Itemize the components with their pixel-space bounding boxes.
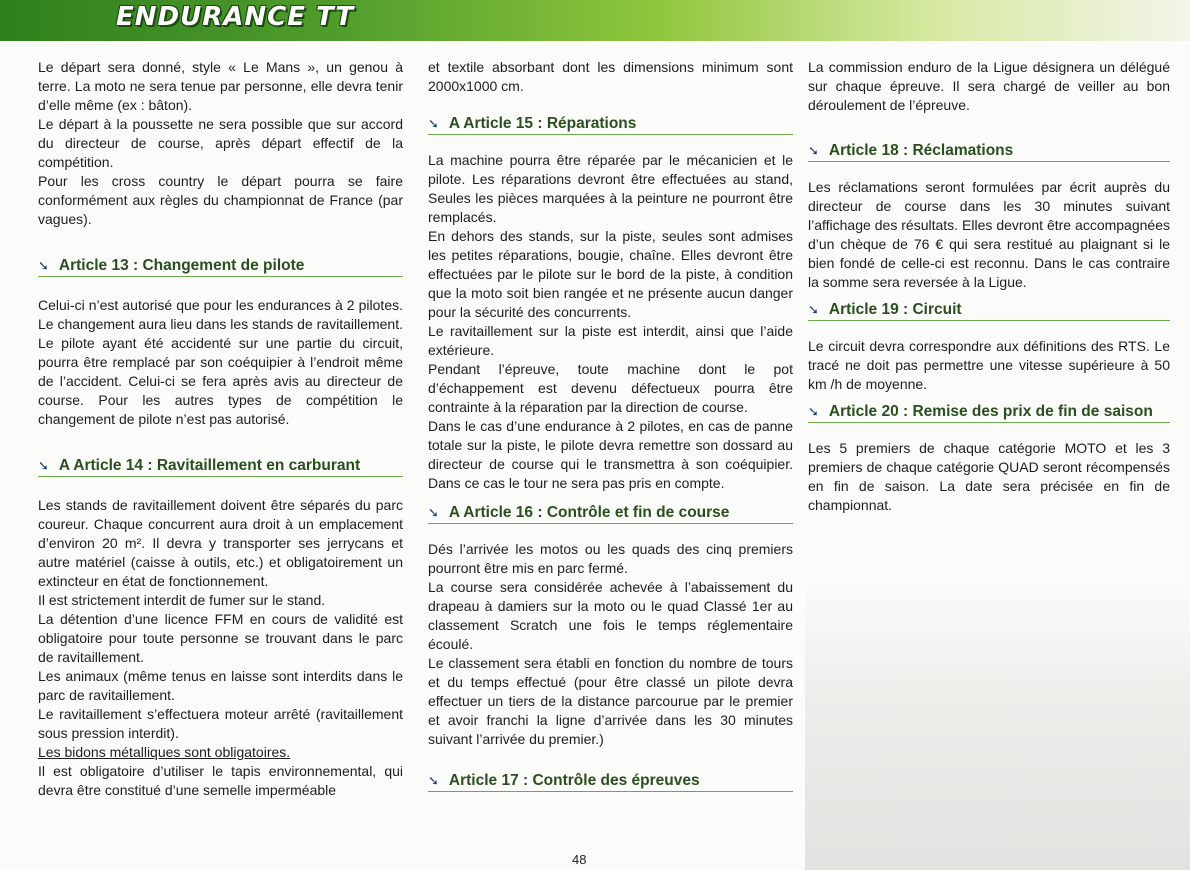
article-16-heading: ➘ A Article 16 : Contrôle et fin de course bbox=[428, 503, 793, 524]
article-15-text: Dans le cas d’une endurance à 2 pilotes, en cas de panne totale sur la piste, le pilote devra remettre son dossard au directeur de course qui le transmettra à son coéquipier. Dans ce cas le tour ne sera pas pris en compte. bbox=[428, 418, 793, 491]
intro-paragraph: Le départ sera donné, style « Le Mans », un genou à terre. La moto ne sera tenue par personne, elle devra tenir d’elle même (ex : bâton). bbox=[38, 59, 403, 113]
continued-paragraph: et textile absorbant dont les dimensions minimum sont 2000x1000 cm. bbox=[428, 59, 793, 94]
article-18-text: Les réclamations seront formulées par écrit auprès du directeur de course dans les 30 minutes suivant l’affichage des résultats. Elles devront être accompagnées d’un chèque de 76 € qui sera restitué au plaignant si le bien fondé de celle-ci est reconnu. Dans le cas contraire la somme sera reversée à la Ligue. bbox=[808, 179, 1170, 290]
section-title: ENDURANCE TT bbox=[116, 2, 355, 32]
article-14-underlined: Les bidons métalliques sont obligatoires. bbox=[38, 744, 291, 760]
article-15-text: La machine pourra être réparée par le mécanicien et le pilote. Les réparations devront être effectuées au stand, Seules les pièces marquées à la peinture ne pourront être remplacés. bbox=[428, 152, 793, 225]
article-16-text: Dés l’arrivée les motos ou les quads des cinq premiers pourront être mis en parc fermé. bbox=[428, 541, 793, 576]
article-15-text: Le ravitaillement sur la piste est interdit, ainsi que l’aide extérieure. bbox=[428, 323, 793, 358]
arrow-down-right-icon: ➘ bbox=[38, 458, 49, 473]
article-15-text: Pendant l’épreuve, toute machine dont le pot d’échappement est devenu défectueux pourra être contrainte à la réparation par la direction de course. bbox=[428, 361, 793, 415]
article-16-text: La course sera considérée achevée à l’abaissement du drapeau à damiers sur la moto ou le quad Classé 1er au classement Scratch une fois le temps réglementaire écoulé. bbox=[428, 579, 793, 652]
faded-background-area bbox=[805, 580, 1190, 870]
page-number: 48 bbox=[572, 852, 587, 867]
arrow-down-right-icon: ➘ bbox=[808, 143, 819, 158]
article-20-text: Les 5 premiers de chaque catégorie MOTO et les 3 premiers de chaque catégorie QUAD seront récompensés en fin de saison. La date sera précisée en fin de championnat. bbox=[808, 440, 1170, 513]
article-15-heading: ➘ A Article 15 : Réparations bbox=[428, 114, 793, 135]
article-14-text: Les animaux (même tenus en laisse sont interdits dans le parc de ravitaillement. bbox=[38, 668, 403, 703]
article-14-text: Le ravitaillement s’effectuera moteur arrêté (ravitaillement sous pression interdit). bbox=[38, 706, 403, 741]
article-13-heading: ➘ Article 13 : Changement de pilote bbox=[38, 256, 403, 277]
article-14-heading: ➘ A Article 14 : Ravitaillement en carburant bbox=[38, 456, 403, 477]
article-14-text: Les stands de ravitaillement doivent être séparés du parc coureur. Chaque concurrent aura droit à un emplacement d’environ 20 m². Il devra y transporter ses jerrycans et autre matériel (caisse à outils, etc.) et obligatoirement un extincteur en état de fonctionnement. bbox=[38, 497, 403, 589]
header-banner bbox=[0, 0, 1190, 41]
article-13-text: Celui-ci n’est autorisé que pour les endurances à 2 pilotes. Le changement aura lieu dans les stands de ravitaillement. Le pilote ayant été accidenté sur une partie du circuit, pourra être remplacé par son coéquipier à l’endroit même de l’accident. Celui-ci se fera après avis au directeur de course. Pour les autres types de compétition le changement de pilote n’est pas autorisé. bbox=[38, 297, 403, 427]
column-3 bbox=[808, 58, 1170, 515]
continued-paragraph: La commission enduro de la Ligue désignera un délégué sur chaque épreuve. Il sera chargé de veiller au bon déroulement de l’épreuve. bbox=[808, 59, 1170, 113]
arrow-down-right-icon: ➘ bbox=[38, 258, 49, 273]
article-14-text: Il est strictement interdit de fumer sur le stand. bbox=[38, 592, 326, 608]
arrow-down-right-icon: ➘ bbox=[808, 404, 819, 419]
arrow-down-right-icon: ➘ bbox=[428, 116, 439, 131]
article-14-text: La détention d’une licence FFM en cours de validité est obligatoire pour toute personne se trouvant dans le parc de ravitaillement. bbox=[38, 611, 403, 665]
article-17-heading: ➘ Article 17 : Contrôle des épreuves bbox=[428, 771, 793, 792]
article-19-text: Le circuit devra correspondre aux définitions des RTS. Le tracé ne doit pas permettre une vitesse supérieure à 50 km /h de moyenne. bbox=[808, 338, 1170, 392]
arrow-down-right-icon: ➘ bbox=[428, 505, 439, 520]
intro-paragraph: Le départ à la poussette ne sera possible que sur accord du directeur de course, après départ effectif de la compétition. bbox=[38, 116, 403, 170]
article-19-heading: ➘ Article 19 : Circuit bbox=[808, 300, 1170, 321]
article-14-text: Il est obligatoire d’utiliser le tapis environnemental, qui devra être constitué d’une semelle imperméable bbox=[38, 763, 403, 798]
column-1 bbox=[38, 58, 403, 800]
article-18-heading: ➘ Article 18 : Réclamations bbox=[808, 141, 1170, 162]
intro-paragraph: Pour les cross country le départ pourra se faire conformément aux règles du championnat de France (par vagues). bbox=[38, 173, 403, 227]
column-2 bbox=[428, 58, 793, 792]
arrow-down-right-icon: ➘ bbox=[428, 773, 439, 788]
article-15-text: En dehors des stands, sur la piste, seules sont admises les petites réparations, bougie, chaîne. Elles devront être effectuées par le pilote sur le bord de la piste, à condition que la moto soit bien rangée et ne présente aucun danger pour la sécurité des concurrents. bbox=[428, 228, 793, 320]
article-20-heading: ➘ Article 20 : Remise des prix de fin de saison bbox=[808, 402, 1170, 423]
article-16-text: Le classement sera établi en fonction du nombre de tours et du temps effectué (pour être classé un pilote devra effectuer un tiers de la distance parcourue par le premier et avoir franchi la ligne d’arrivée dans les 30 minutes suivant l’arrivée du premier.) bbox=[428, 655, 793, 747]
arrow-down-right-icon: ➘ bbox=[808, 302, 819, 317]
